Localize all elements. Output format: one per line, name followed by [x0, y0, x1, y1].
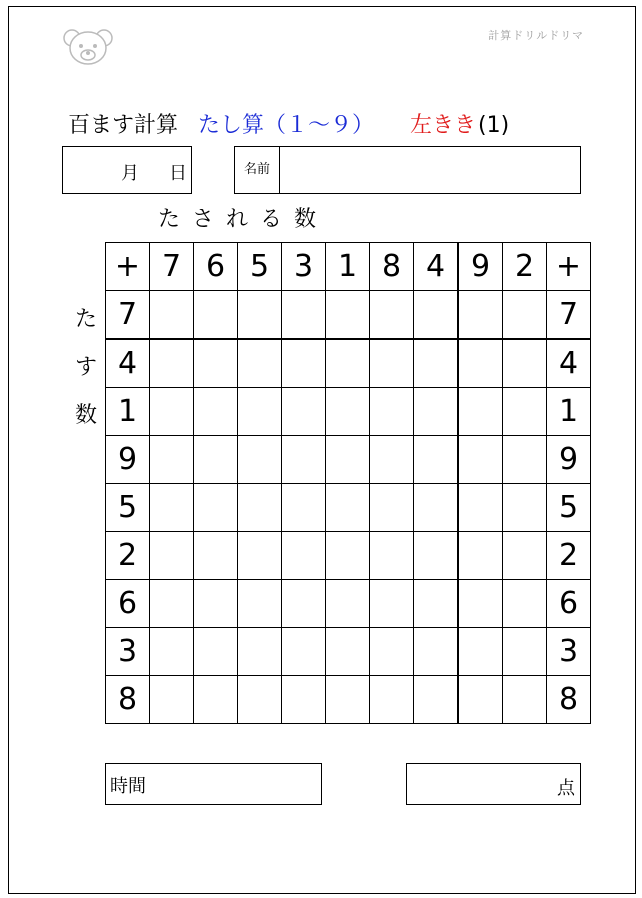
answer-cell[interactable] — [326, 436, 370, 484]
left-number-cell: 1 — [106, 388, 150, 436]
answer-cell[interactable] — [238, 628, 282, 676]
answer-cell[interactable] — [370, 339, 414, 388]
right-number-cell: 7 — [547, 291, 591, 340]
left-number-cell: 5 — [106, 484, 150, 532]
answer-cell[interactable] — [150, 532, 194, 580]
table-row — [106, 388, 591, 436]
date-field[interactable] — [62, 146, 192, 194]
top-number-cell: 9 — [458, 243, 503, 291]
worksheet-title — [68, 108, 509, 139]
right-number-cell: 9 — [547, 436, 591, 484]
answer-cell[interactable] — [150, 291, 194, 340]
score-field[interactable] — [406, 763, 581, 805]
answer-cell[interactable] — [150, 484, 194, 532]
answer-cell[interactable] — [503, 484, 547, 532]
title-type: たし算（１～９） — [198, 113, 375, 138]
answer-cell[interactable] — [150, 628, 194, 676]
answer-cell[interactable] — [282, 484, 326, 532]
answer-cell[interactable] — [326, 484, 370, 532]
top-number-cell: 5 — [238, 243, 282, 291]
left-number-cell: 8 — [106, 676, 150, 724]
answer-cell[interactable] — [503, 532, 547, 580]
answer-cell[interactable] — [414, 339, 459, 388]
answer-cell[interactable] — [282, 580, 326, 628]
answer-cell[interactable] — [282, 339, 326, 388]
row-label-char: す — [74, 355, 97, 380]
row-label — [71, 296, 101, 440]
answer-cell[interactable] — [326, 580, 370, 628]
top-number-cell: 8 — [370, 243, 414, 291]
answer-cell[interactable] — [150, 436, 194, 484]
answer-cell[interactable] — [503, 291, 547, 340]
answer-cell[interactable] — [370, 580, 414, 628]
answer-cell[interactable] — [370, 676, 414, 724]
month-label: 月 — [121, 163, 139, 184]
right-number-cell: 6 — [547, 580, 591, 628]
answer-cell[interactable] — [238, 484, 282, 532]
answer-cell[interactable] — [238, 388, 282, 436]
answer-cell[interactable] — [326, 291, 370, 340]
answer-cell[interactable] — [370, 628, 414, 676]
answer-cell[interactable] — [370, 532, 414, 580]
answer-cell[interactable] — [282, 388, 326, 436]
answer-cell[interactable] — [370, 484, 414, 532]
answer-cell[interactable] — [370, 388, 414, 436]
bear-logo-icon — [62, 24, 114, 68]
right-number-cell: 2 — [547, 532, 591, 580]
answer-cell[interactable] — [458, 291, 503, 340]
answer-cell[interactable] — [414, 388, 459, 436]
answer-cell[interactable] — [150, 676, 194, 724]
answer-cell[interactable] — [414, 532, 459, 580]
answer-cell[interactable] — [458, 339, 503, 388]
answer-cell[interactable] — [238, 532, 282, 580]
answer-cell[interactable] — [458, 676, 503, 724]
answer-cell[interactable] — [503, 388, 547, 436]
answer-cell[interactable] — [194, 436, 238, 484]
right-number-cell: 3 — [547, 628, 591, 676]
answer-cell[interactable] — [326, 628, 370, 676]
operator-cell: + — [106, 243, 150, 291]
answer-cell[interactable] — [238, 436, 282, 484]
table-row — [106, 484, 591, 532]
answer-cell[interactable] — [458, 580, 503, 628]
answer-cell[interactable] — [414, 484, 459, 532]
table-row — [106, 580, 591, 628]
answer-cell[interactable] — [194, 580, 238, 628]
left-number-cell: 4 — [106, 339, 150, 388]
time-label: 時間 — [110, 776, 146, 797]
answer-cell[interactable] — [238, 580, 282, 628]
row-label-char: 数 — [74, 403, 97, 428]
title-number: (1) — [478, 113, 510, 138]
answer-cell[interactable] — [194, 339, 238, 388]
right-number-cell: 1 — [547, 388, 591, 436]
answer-cell[interactable] — [238, 339, 282, 388]
answer-cell[interactable] — [194, 532, 238, 580]
answer-cell[interactable] — [458, 532, 503, 580]
table-row — [106, 291, 591, 340]
answer-cell[interactable] — [326, 388, 370, 436]
title-main: 百ます計算 — [68, 113, 179, 138]
operator-cell: + — [547, 243, 591, 291]
table-row — [106, 339, 591, 388]
top-number-cell: 6 — [194, 243, 238, 291]
answer-cell[interactable] — [370, 436, 414, 484]
answer-cell[interactable] — [414, 436, 459, 484]
time-field[interactable] — [105, 763, 322, 805]
top-number-cell: 3 — [282, 243, 326, 291]
left-number-cell: 3 — [106, 628, 150, 676]
answer-cell[interactable] — [194, 388, 238, 436]
table-row — [106, 532, 591, 580]
answer-cell[interactable] — [282, 436, 326, 484]
answer-cell[interactable] — [150, 339, 194, 388]
answer-cell[interactable] — [326, 532, 370, 580]
column-label: たされる数 — [158, 207, 329, 232]
left-number-cell: 7 — [106, 291, 150, 340]
answer-cell[interactable] — [238, 676, 282, 724]
answer-cell[interactable] — [150, 388, 194, 436]
left-number-cell: 6 — [106, 580, 150, 628]
answer-cell[interactable] — [503, 436, 547, 484]
answer-cell[interactable] — [503, 339, 547, 388]
answer-cell[interactable] — [414, 291, 459, 340]
answer-cell[interactable] — [414, 676, 459, 724]
left-number-cell: 2 — [106, 532, 150, 580]
answer-cell[interactable] — [282, 676, 326, 724]
name-field[interactable] — [234, 146, 581, 194]
right-number-cell: 4 — [547, 339, 591, 388]
answer-cell[interactable] — [194, 676, 238, 724]
answer-cell[interactable] — [458, 436, 503, 484]
answer-cell[interactable] — [238, 291, 282, 340]
title-hand: 左きき — [410, 113, 477, 138]
row-label-char: た — [74, 307, 97, 332]
top-number-cell: 1 — [326, 243, 370, 291]
top-number-cell: 2 — [503, 243, 547, 291]
answer-cell[interactable] — [282, 532, 326, 580]
answer-cell[interactable] — [503, 580, 547, 628]
answer-cell[interactable] — [458, 388, 503, 436]
right-number-cell: 8 — [547, 676, 591, 724]
header-row — [106, 243, 591, 291]
answer-cell[interactable] — [282, 628, 326, 676]
answer-cell[interactable] — [326, 339, 370, 388]
answer-cell[interactable] — [150, 580, 194, 628]
right-number-cell: 5 — [547, 484, 591, 532]
answer-cell[interactable] — [414, 580, 459, 628]
table-row — [106, 436, 591, 484]
answer-cell[interactable] — [503, 628, 547, 676]
answer-cell[interactable] — [194, 291, 238, 340]
answer-cell[interactable] — [414, 628, 459, 676]
answer-cell[interactable] — [458, 628, 503, 676]
table-row — [106, 628, 591, 676]
day-label: 日 — [169, 163, 187, 184]
answer-cell[interactable] — [194, 628, 238, 676]
answer-cell[interactable] — [503, 676, 547, 724]
left-number-cell: 9 — [106, 436, 150, 484]
answer-cell[interactable] — [458, 484, 503, 532]
score-label: 点 — [557, 778, 575, 799]
answer-cell[interactable] — [370, 291, 414, 340]
answer-cell[interactable] — [326, 676, 370, 724]
hundred-cell-grid — [105, 242, 591, 724]
name-label: 名前 — [235, 147, 280, 193]
answer-cell[interactable] — [194, 484, 238, 532]
answer-cell[interactable] — [282, 291, 326, 340]
top-number-cell: 4 — [414, 243, 459, 291]
site-name: 計算ドリルドリマ — [488, 29, 584, 42]
top-number-cell: 7 — [150, 243, 194, 291]
table-row — [106, 676, 591, 724]
